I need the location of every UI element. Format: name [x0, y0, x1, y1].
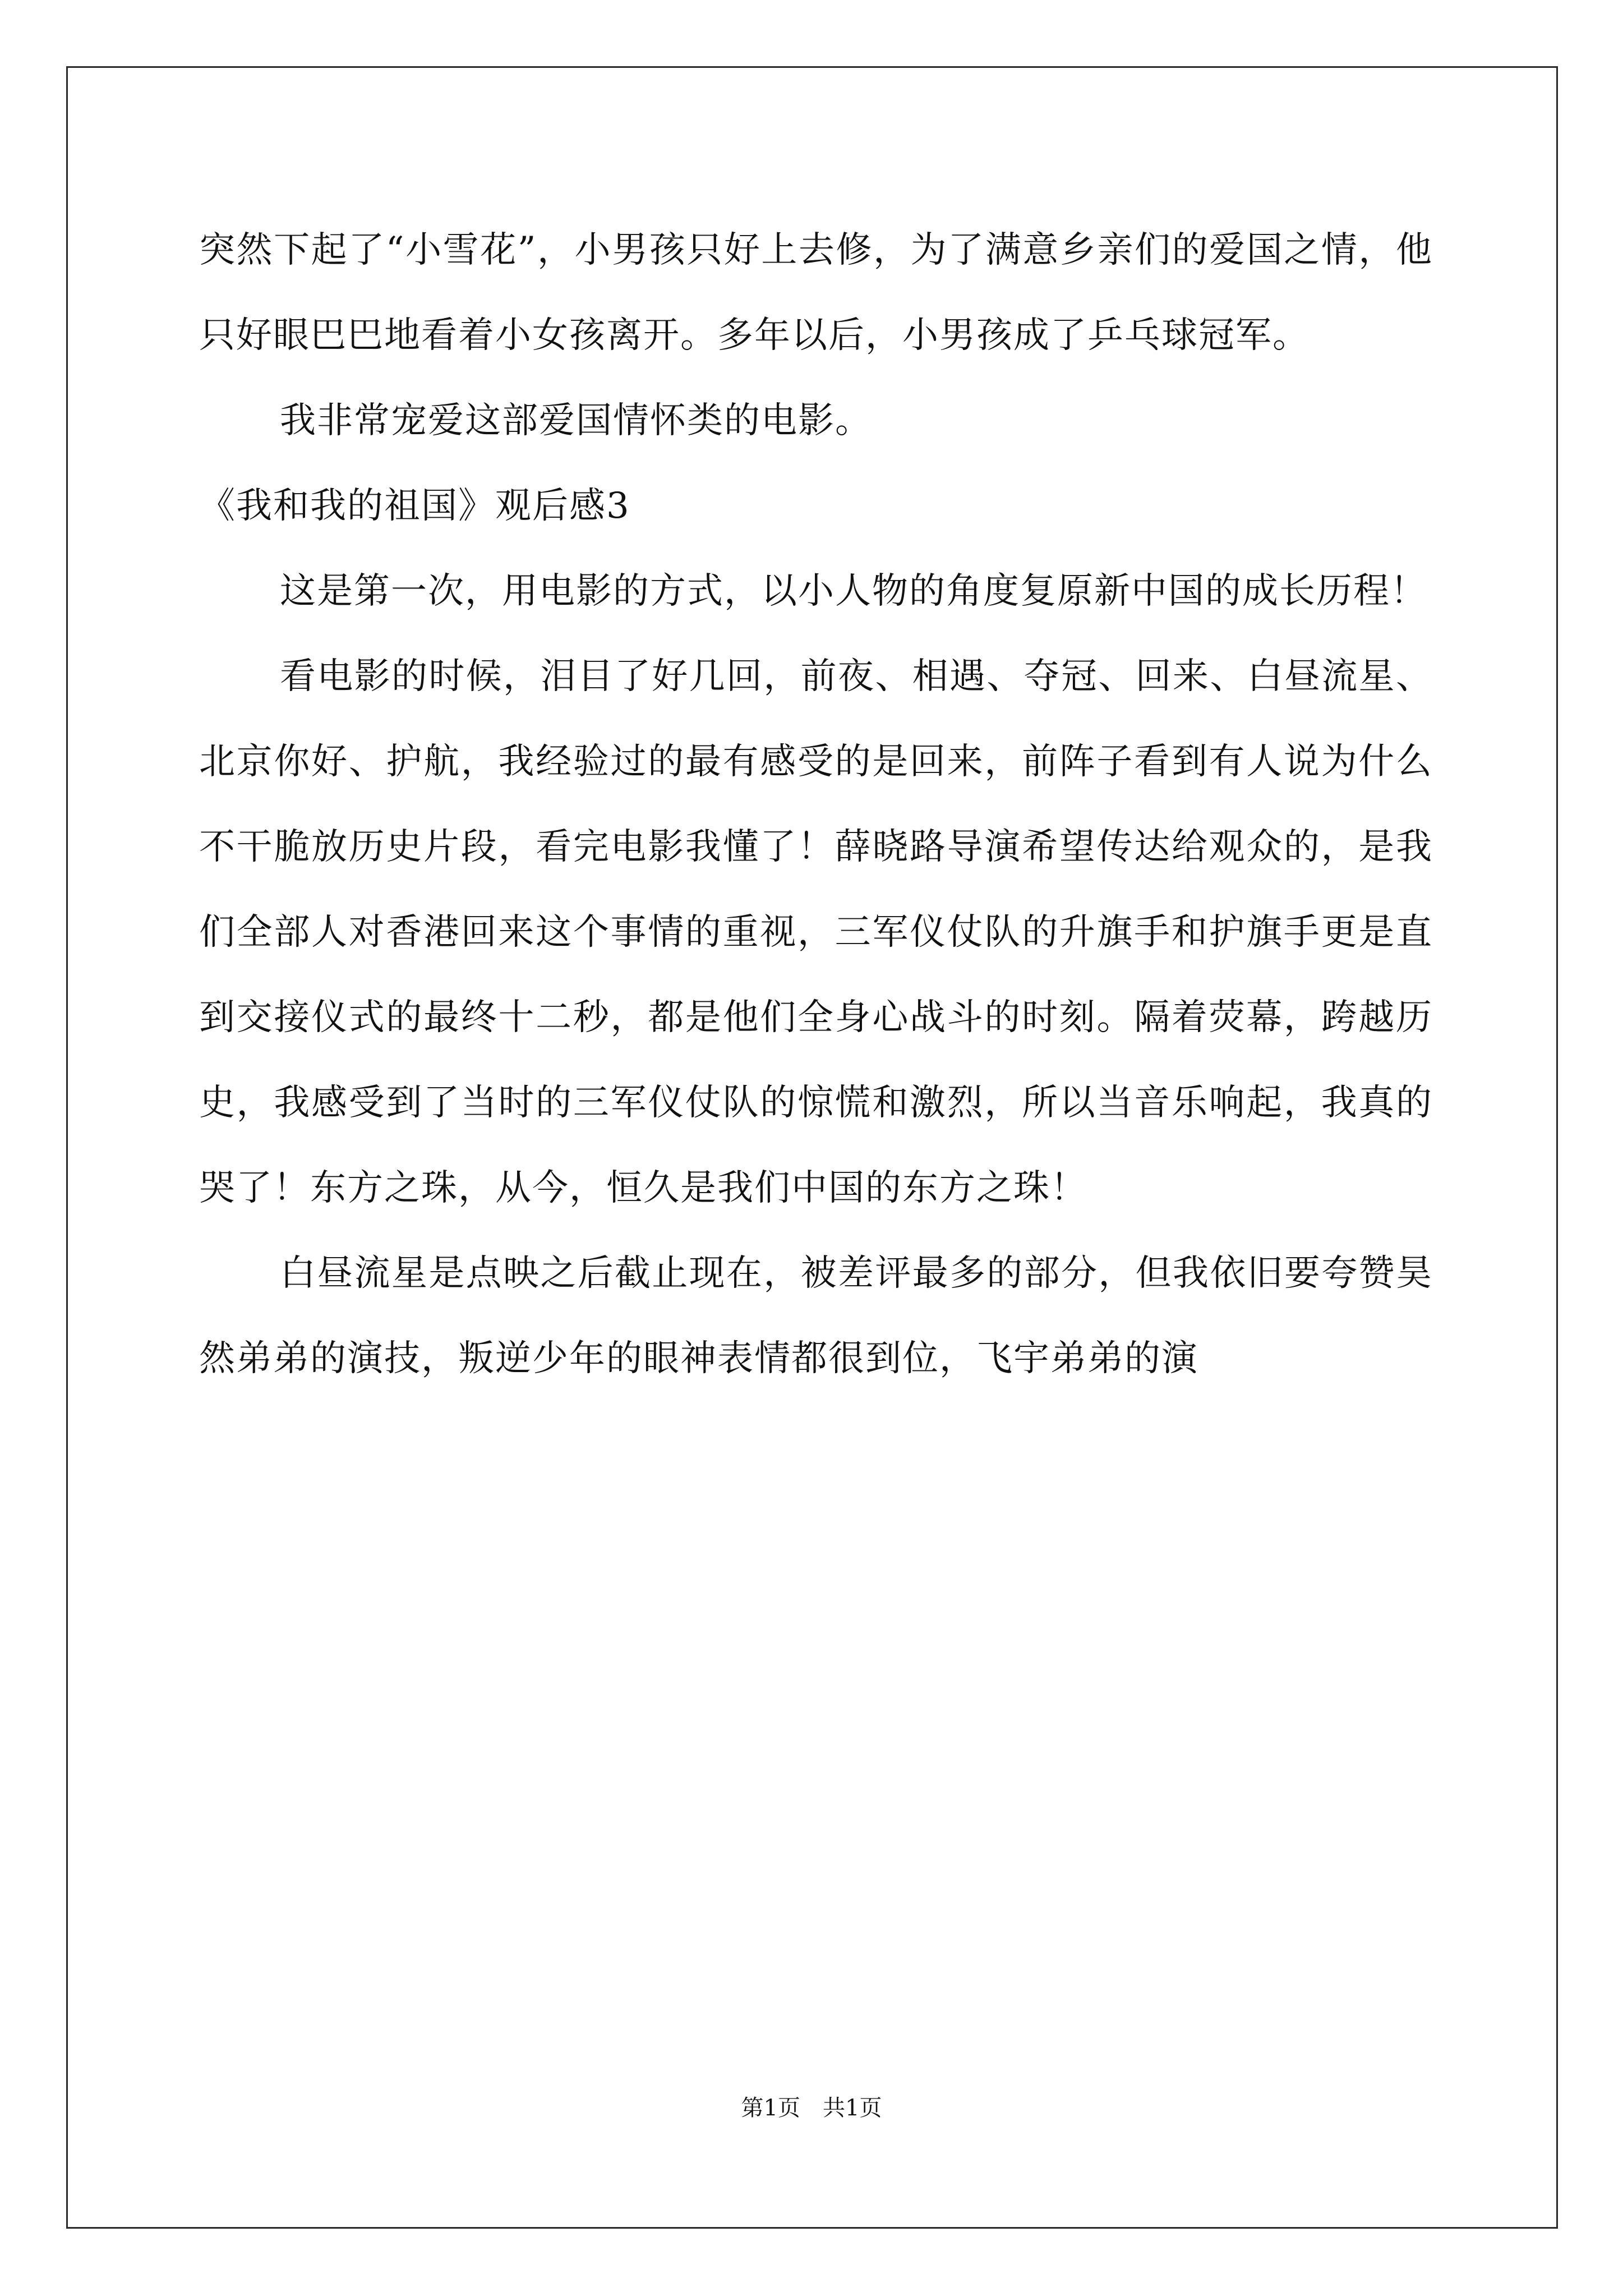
page-footer	[0, 2091, 1623, 2125]
document-body	[199, 208, 1433, 1401]
paragraph-4: 看电影的时候，泪目了好几回，前夜、相遇、夺冠、回来、白昼流星、北京你好、护航，我经验过的最有感受的是回来，前阵子看到有人说为什么不干脆放历史片段，看完电影我懂了！薛晓路导演希望传达给观众的，是我们全部人对香港回来这个事情的重视，三军仪仗队的升旗手和护旗手更是直到交接仪式的最终十二秒，都是他们全身心战斗的时刻。隔着荧幕，跨越历史，我感受到了当时的三军仪仗队的惊慌和激烈，所以当音乐响起，我真的哭了！东方之珠，从今，恒久是我们中国的东方之珠！	[199, 656, 1433, 1209]
section-heading: 《我和我的祖国》观后感3	[199, 485, 630, 527]
page-total: 共1页	[823, 2095, 882, 2121]
paragraph-5: 白昼流星是点映之后截止现在，被差评最多的部分，但我依旧要夸赞昊然弟弟的演技，叛逆少年的眼神表情都很到位，飞宇弟弟的演	[199, 1253, 1433, 1379]
paragraph-2: 我非常宠爱这部爱国情怀类的电影。	[280, 400, 872, 441]
page-number: 第1页	[741, 2095, 800, 2121]
paragraph-3: 这是第一次，用电影的方式，以小人物的角度复原新中国的成长历程！	[280, 570, 1427, 612]
paragraph-1: 突然下起了“小雪花”，小男孩只好上去修，为了满意乡亲们的爱国之情，他只好眼巴巴地看着小女孩离开。多年以后，小男孩成了乒乓球冠军。	[199, 229, 1433, 356]
